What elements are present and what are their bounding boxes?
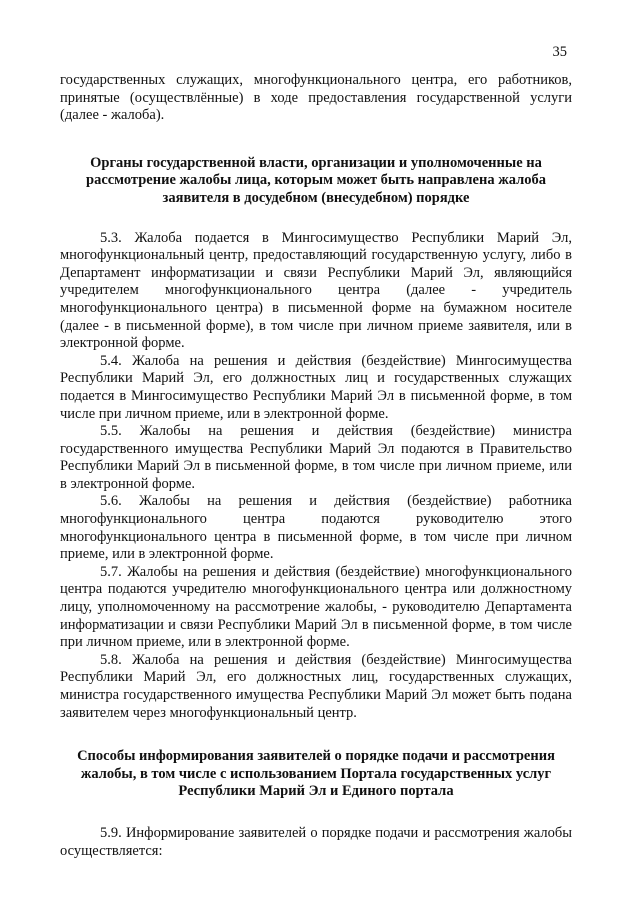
- paragraph-5-7: 5.7. Жалобы на решения и действия (бездействие) многофункционального центра подаются учредителю многофункционального центра или должностному лицу, уполномоченному на рассмотрение жалобы, - руководителю Департамента информатизации и связи Республики Марий Эл в письменной форме, в том числе при личном приеме, или в электронной форме.: [60, 563, 572, 651]
- intro-paragraph: государственных служащих, многофункционального центра, его работников, принятые (осуществлённые) в ходе предоставления государственной услуги (далее - жалоба).: [60, 72, 572, 124]
- paragraph-5-3: 5.3. Жалоба подается в Мингосимущество Республики Марий Эл, многофункциональный центр, предоставляющий государственную услугу, либо в Департамент информатизации и связи Республики Марий Эл, являющийся учредителем многофункционального центра (далее - учредитель многофункционального центра) в письменной форме на бумажном носителе (далее - в письменной форме), в том числе при личном приеме заявителя, или в электронной форме.: [60, 229, 572, 352]
- paragraph-5-8: 5.8. Жалоба на решения и действия (бездействие) Мингосимущества Республики Марий Эл, его должностных лиц, государственных служащих, министра государственного имущества Республики Марий Эл может быть подана заявителем через многофункциональный центр.: [60, 651, 572, 721]
- paragraph-5-4: 5.4. Жалоба на решения и действия (бездействие) Мингосимущества Республики Марий Эл, его должностных лиц и государственных служащих подается в Мингосимущество Республики Марий Эл в письменной форме, в том числе при личном приеме, или в электронной форме.: [60, 352, 572, 422]
- section-heading-informing-methods: Способы информирования заявителей о порядке подачи и рассмотрения жалобы, в том числе с использованием Портала государственных услуг Республики Марий Эл и Единого портала: [77, 748, 555, 800]
- paragraph-5-5: 5.5. Жалобы на решения и действия (бездействие) министра государственного имущества Республики Марий Эл подаются в Правительство Республики Марий Эл в письменной форме, в том числе при личном приеме, или в электронной форме.: [60, 423, 572, 492]
- document-body: [60, 72, 572, 860]
- paragraph-5-9: 5.9. Информирование заявителей о порядке подачи и рассмотрения жалобы осуществляется:: [60, 824, 572, 859]
- page-number: 35: [552, 44, 567, 60]
- paragraph-5-6: 5.6. Жалобы на решения и действия (бездействие) работника многофункционального центра подаются руководителю этого многофункционального центра в письменной форме, в том числе при личном приеме, или в электронной форме.: [60, 493, 572, 563]
- section-heading-complaint-bodies: Органы государственной власти, организации и уполномоченные на рассмотрение жалобы лица, которым может быть направлена жалоба заявителя в досудебном (внесудебном) порядке: [86, 154, 546, 206]
